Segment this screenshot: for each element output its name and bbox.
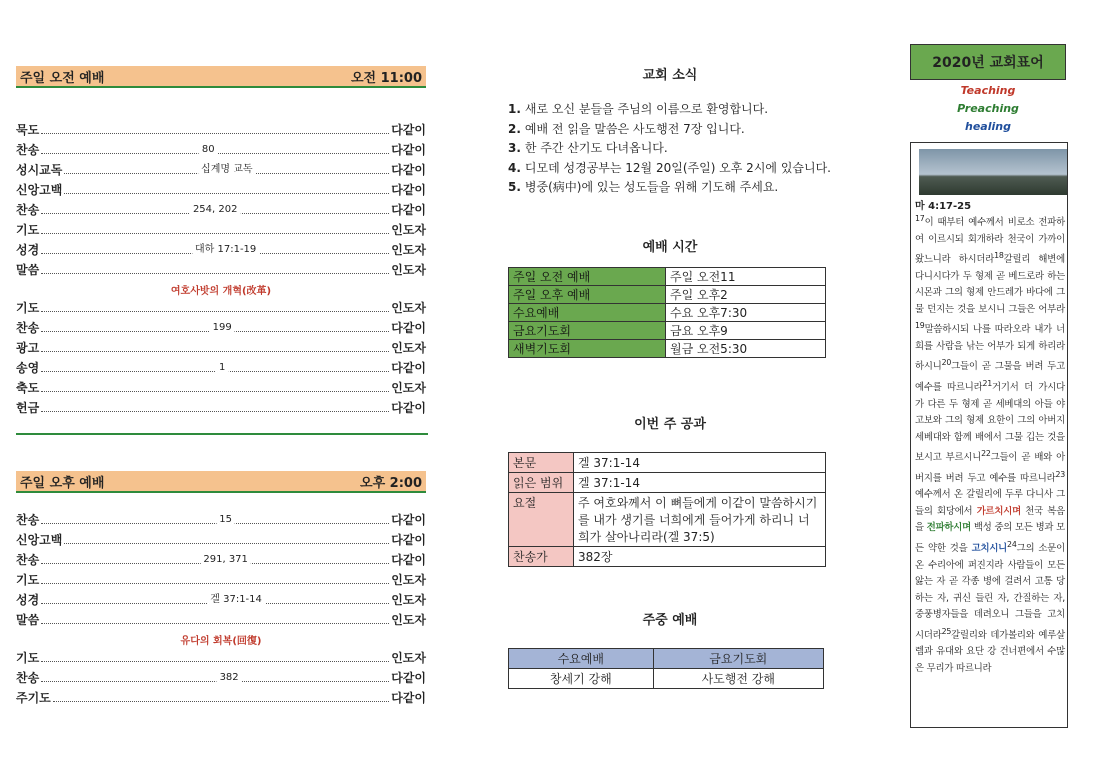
order-item-leader: 인도자 (391, 263, 426, 277)
news-list (508, 100, 831, 198)
order-item-detail: 254, 202 (190, 204, 241, 215)
order-row (16, 240, 426, 258)
order-item-label: 기도 (16, 223, 40, 237)
order-item-detail: 291, 371 (200, 554, 251, 565)
schedule-row (509, 268, 826, 286)
morning-service-time: 오전 11:00 (350, 70, 422, 86)
lesson-value: 겔 37:1-14 (574, 453, 826, 473)
order-row (16, 260, 426, 278)
order-row (16, 140, 426, 158)
schedule-time: 금요 오후9 (666, 322, 826, 340)
leader-dots (41, 322, 389, 333)
scripture-box (910, 142, 1068, 728)
leader-dots (41, 204, 389, 215)
order-item-detail: 대하 17:1-19 (192, 240, 259, 255)
leader-dots (41, 622, 389, 624)
order-row (16, 318, 426, 336)
news-item: 1. 새로 오신 분들을 주님의 이름으로 환영합니다. (508, 102, 769, 116)
order-item-label: 말씀 (16, 613, 40, 627)
scripture-text: $^{17}$이 때부터 예수께서 비로소 전파하여 이르시되 회개하라 천국이 가까이 왔느니라 하시더라$^{18}$갈릴리 해변에 다니시다가 두 형제 곧 베드로라 하는 시몬과 그의 형제 안드레가 바다에 그물 던지는 것을 보시니 그들은 어부라$^{19}$말씀하시되 나를 따라오라 내가 너희를 사람을 낚는 어부가 되게 하리라 하시니$^{20}$그들이 곧 그물을 버려 두고 예수를 따르니라$^{21}$거기서 더 가시다가 다른 두 형제 곧 세베대의 아들 야고보와 그의 형제 요한이 그의 아버지 세베대와 함께 배에서 그물 깁는 것을 보시고 부르시니$^{22}$그들이 곧 배와 아버지를 버려 두고 예수를 따르니라$^{23}$예수께서 온 갈릴리에 두루 다니사 그들의 회당에서 가르치시며 천국 복음을 전파하시며 백성 중의 모든 병과 모든 약한 것을 고치시니$^{24}$그의 소문이 온 수리아에 퍼진지라 사람들이 모든 앓는 자 곧 각종 병에 걸려서 고통 당하는 자, 귀신 들린 자, 간질하는 자, 중풍병자들을 데려오니 그들을 고치시더라$^{25}$갈릴리와 데가볼리와 예루살렘과 유대와 요단 강 건너편에서 수많은 무리가 따르니라 (915, 214, 1066, 674)
leader-dots (64, 542, 389, 544)
order-row (16, 358, 426, 376)
order-item-label: 성시교독 (16, 163, 63, 177)
order-item-detail: 80 (199, 144, 218, 155)
highlight-preaching: 전파하시며 (926, 522, 972, 534)
order-item-label: 기도 (16, 301, 40, 315)
news-item: 5. 병중(病中)에 있는 성도들을 위해 기도해 주세요. (508, 180, 779, 194)
afternoon-service-header (16, 471, 426, 493)
order-row (16, 378, 426, 396)
order-row (16, 298, 426, 316)
order-row (16, 530, 426, 548)
lesson-key: 요절 (509, 493, 574, 547)
order-item-label: 찬송 (16, 143, 40, 157)
mountain-landscape-image (919, 149, 1067, 195)
leader-dots (41, 350, 389, 352)
schedule-service: 새벽기도회 (509, 340, 666, 358)
morning-service-title: 주일 오전 예배 (20, 70, 105, 86)
order-item-label: 기도 (16, 573, 40, 587)
schedule-title: 예배 시간 (642, 240, 698, 255)
lesson-row (509, 547, 826, 567)
order-item-detail: 십계명 교독 (198, 160, 255, 175)
highlight-healing: 고치시니 (971, 543, 1008, 554)
leader-dots (41, 672, 389, 683)
schedule-service: 주일 오후 예배 (509, 286, 666, 304)
news-item: 4. 디모데 성경공부는 12월 20일(주일) 오후 2시에 있습니다. (508, 160, 832, 175)
order-item-label: 헌금 (16, 401, 40, 415)
order-item-leader: 다같이 (391, 163, 426, 177)
leader-dots (41, 144, 389, 155)
order-row (16, 610, 426, 628)
order-item-leader: 인도자 (391, 381, 426, 395)
lesson-value: 주 여호와께서 이 뼈들에게 이같이 말씀하시기를 내가 생기를 너희에게 들어가게 하리니 너희가 살아나리라(겔 37:5) (574, 493, 826, 547)
leader-dots (41, 410, 389, 412)
order-item-leader: 다같이 (391, 513, 426, 527)
afternoon-service-title: 주일 오후 예배 (20, 475, 105, 491)
order-item-label: 신앙고백 (16, 183, 63, 197)
motto-word-healing: healing (965, 120, 1011, 133)
order-item-leader: 다같이 (391, 321, 426, 335)
order-item-leader: 다같이 (391, 533, 426, 547)
leader-dots (41, 272, 389, 274)
schedule-table (508, 267, 826, 358)
order-item-leader: 인도자 (391, 223, 426, 237)
schedule-time: 주일 오전11 (666, 268, 826, 286)
order-row (16, 550, 426, 568)
schedule-row (509, 322, 826, 340)
order-row (16, 180, 426, 198)
order-item-detail: 1 (216, 362, 228, 373)
midweek-table (508, 648, 824, 689)
order-item-label: 성경 (16, 593, 40, 607)
leader-dots (41, 554, 389, 565)
news-title: 교회 소식 (642, 68, 698, 83)
order-item-leader: 다같이 (391, 123, 426, 137)
leader-dots (41, 232, 389, 234)
order-item-label: 말씀 (16, 263, 40, 277)
leader-dots (64, 192, 389, 194)
order-item-label: 찬송 (16, 513, 40, 527)
lesson-key: 본문 (509, 453, 574, 473)
order-item-leader: 다같이 (391, 361, 426, 375)
order-item-label: 찬송 (16, 553, 40, 567)
schedule-service: 금요기도회 (509, 322, 666, 340)
lesson-row (509, 473, 826, 493)
order-item-leader: 다같이 (391, 671, 426, 685)
order-item-label: 성경 (16, 243, 40, 257)
motto-word-preaching: Preaching (957, 102, 1019, 115)
order-row (16, 590, 426, 608)
order-item-detail: 겔 37:1-14 (207, 590, 265, 605)
order-item-leader: 인도자 (391, 243, 426, 257)
lesson-title: 이번 주 공과 (634, 417, 706, 432)
order-item-label: 주기도 (16, 691, 51, 705)
order-row (16, 648, 426, 666)
leader-dots (41, 132, 389, 134)
motto-title-box (910, 44, 1066, 80)
order-item-leader: 인도자 (391, 341, 426, 355)
order-item-leader: 다같이 (391, 553, 426, 567)
schedule-time: 월금 오전5:30 (666, 340, 826, 358)
order-item-detail: 15 (216, 514, 235, 525)
order-item-label: 찬송 (16, 203, 40, 217)
order-item-label: 기도 (16, 651, 40, 665)
order-item-leader: 다같이 (391, 691, 426, 705)
motto-word-teaching: Teaching (960, 84, 1016, 97)
order-item-label: 찬송 (16, 321, 40, 335)
order-row (16, 570, 426, 588)
leader-dots (41, 244, 389, 255)
sermon-title: 여호사밧의 개혁(改革) (170, 286, 272, 297)
highlight-teaching: 가르치시며 (976, 505, 1021, 517)
order-row (16, 688, 426, 706)
afternoon-service-time: 오후 2:00 (360, 475, 422, 491)
lesson-key: 찬송가 (509, 547, 574, 567)
lesson-table (508, 452, 826, 567)
midweek-header-friday: 금요기도회 (653, 649, 823, 669)
order-row (16, 398, 426, 416)
leader-dots (41, 594, 389, 605)
midweek-value-wednesday: 창세기 강해 (509, 669, 654, 689)
schedule-service: 수요예배 (509, 304, 666, 322)
order-item-label: 송영 (16, 361, 40, 375)
leader-dots (41, 310, 389, 312)
order-row (16, 220, 426, 238)
lesson-row (509, 493, 826, 547)
order-item-leader: 다같이 (391, 143, 426, 157)
midweek-header-wednesday: 수요예배 (509, 649, 654, 669)
schedule-row (509, 304, 826, 322)
order-item-detail: 382 (217, 672, 242, 683)
leader-dots (41, 514, 389, 525)
scripture-reference: 마 4:17-25 (915, 201, 972, 212)
leader-dots (53, 700, 389, 702)
midweek-title: 주중 예배 (642, 613, 698, 628)
order-item-leader: 다같이 (391, 203, 426, 217)
schedule-time: 주일 오후2 (666, 286, 826, 304)
news-item: 3. 한 주간 산기도 다녀옵니다. (508, 141, 668, 155)
order-item-label: 신앙고백 (16, 533, 63, 547)
section-divider (16, 433, 428, 435)
sermon-title: 유다의 회복(回復) (180, 636, 262, 647)
order-item-leader: 인도자 (391, 651, 426, 665)
order-item-leader: 인도자 (391, 573, 426, 587)
order-item-label: 축도 (16, 381, 40, 395)
motto-title: 2020년 교회표어 (932, 55, 1044, 71)
schedule-service: 주일 오전 예배 (509, 268, 666, 286)
schedule-time: 수요 오후7:30 (666, 304, 826, 322)
order-item-label: 찬송 (16, 671, 40, 685)
order-row (16, 510, 426, 528)
schedule-row (509, 340, 826, 358)
leader-dots (41, 390, 389, 392)
order-row (16, 668, 426, 686)
morning-service-header (16, 66, 426, 88)
leader-dots (64, 164, 389, 175)
schedule-row (509, 286, 826, 304)
leader-dots (41, 362, 389, 373)
order-item-leader: 다같이 (391, 401, 426, 415)
order-item-leader: 인도자 (391, 593, 426, 607)
order-row (16, 200, 426, 218)
order-item-leader: 인도자 (391, 613, 426, 627)
order-row (16, 120, 426, 138)
order-item-leader: 다같이 (391, 183, 426, 197)
lesson-row (509, 453, 826, 473)
order-item-detail: 199 (210, 322, 235, 333)
order-item-leader: 인도자 (391, 301, 426, 315)
lesson-value: 겔 37:1-14 (574, 473, 826, 493)
order-item-label: 광고 (16, 341, 40, 355)
leader-dots (41, 582, 389, 584)
order-item-label: 묵도 (16, 123, 40, 137)
lesson-key: 읽은 범위 (509, 473, 574, 493)
leader-dots (41, 660, 389, 662)
news-item: 2. 예배 전 읽을 말씀은 사도행전 7장 입니다. (508, 121, 745, 136)
midweek-value-friday: 사도행전 강해 (653, 669, 823, 689)
order-row (16, 160, 426, 178)
order-row (16, 338, 426, 356)
lesson-value: 382장 (574, 547, 826, 567)
